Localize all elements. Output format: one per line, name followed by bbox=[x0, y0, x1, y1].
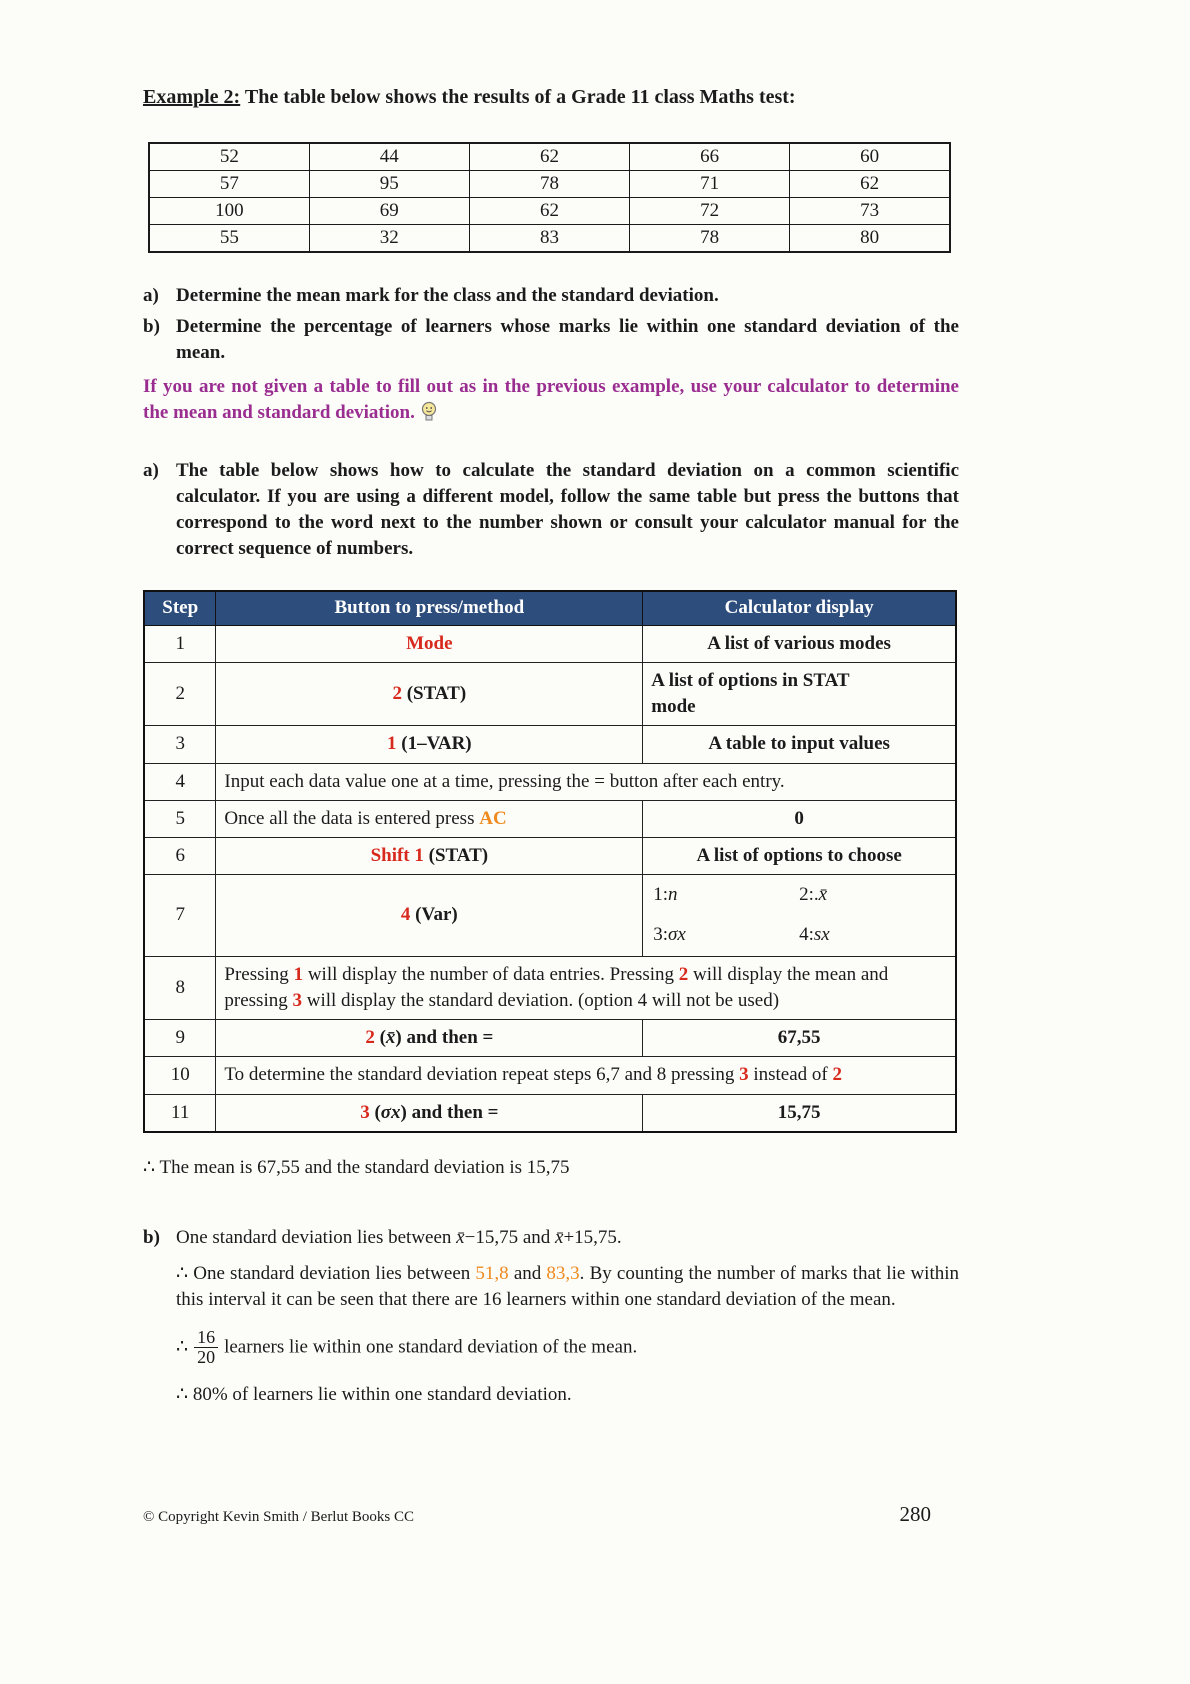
mark-cell: 100 bbox=[149, 198, 309, 225]
display-cell bbox=[643, 625, 956, 662]
fraction-text: learners lie within one standard deviation of the mean. bbox=[224, 1336, 638, 1358]
header-button: Button to press/method bbox=[216, 591, 643, 625]
key-1: 1 bbox=[293, 963, 304, 985]
button-cell bbox=[216, 662, 643, 725]
mark-cell: 78 bbox=[469, 170, 629, 197]
display-cell bbox=[643, 662, 956, 725]
step-number: 6 bbox=[144, 837, 216, 874]
display-cell bbox=[643, 726, 956, 763]
deviation-interval-paragraph: ∴ One standard deviation lies between 51,8 and 83,3. By counting the number of marks that lie within this interval it can be seen that there are 16 learners within one standard deviation of the mean. bbox=[176, 1263, 960, 1311]
upper-bound: 83,3 bbox=[546, 1263, 580, 1285]
instruction-cell bbox=[216, 763, 956, 800]
step-number: 7 bbox=[144, 875, 216, 956]
button-cell bbox=[216, 875, 643, 956]
mark-cell: 80 bbox=[790, 225, 950, 253]
lightbulb-icon bbox=[421, 401, 437, 431]
button-label: 2 bbox=[365, 1027, 375, 1049]
display-text: A table to input values bbox=[708, 733, 890, 755]
page-content bbox=[143, 84, 959, 1408]
button-label: Shift 1 bbox=[370, 844, 424, 866]
section-b bbox=[143, 1225, 959, 1408]
var-options bbox=[651, 880, 947, 950]
display-text: 0 bbox=[794, 807, 804, 829]
mark-cell: 57 bbox=[149, 170, 309, 197]
mark-cell: 83 bbox=[469, 225, 629, 253]
button-cell bbox=[216, 726, 643, 763]
fraction-numerator: 16 bbox=[194, 1328, 218, 1349]
therefore-symbol: ∴ bbox=[176, 1336, 189, 1358]
fraction-line bbox=[176, 1328, 959, 1369]
mark-cell: 44 bbox=[309, 143, 469, 171]
calc-row-7 bbox=[144, 875, 956, 956]
mark-cell: 72 bbox=[630, 198, 790, 225]
question-b-text: Determine the percentage of learners whose marks lie within one standard deviation of the mean. bbox=[176, 315, 959, 363]
question-b-label: b) bbox=[143, 315, 160, 337]
mean-symbol: x̄ bbox=[555, 1226, 564, 1248]
page-number: 280 bbox=[899, 1502, 931, 1526]
step-number: 2 bbox=[144, 662, 216, 725]
mark-cell: 32 bbox=[309, 225, 469, 253]
mean-value: 67,55 bbox=[777, 1027, 821, 1049]
var-option-2: 2:.x̄ bbox=[799, 884, 828, 906]
step-number: 4 bbox=[144, 763, 216, 800]
conclusion-mean: ∴ The mean is 67,55 and the standard deviation is 15,75 bbox=[143, 1156, 570, 1178]
section-b-label: b) bbox=[143, 1226, 160, 1248]
sigma-symbol: σx bbox=[380, 1101, 401, 1123]
step-number: 1 bbox=[144, 625, 216, 662]
button-cell: 2 (x̄) and then = bbox=[216, 1020, 643, 1057]
step-number: 5 bbox=[144, 800, 216, 837]
button-label: Mode bbox=[406, 632, 453, 654]
copyright-text: © Copyright Kevin Smith / Berlut Books CC bbox=[143, 1509, 414, 1525]
mark-cell: 62 bbox=[790, 170, 950, 197]
table-row bbox=[149, 143, 950, 171]
page-footer bbox=[143, 1500, 959, 1529]
calc-row-5 bbox=[144, 800, 956, 837]
example-label: Example 2: bbox=[143, 86, 241, 108]
calc-row-2 bbox=[144, 662, 956, 725]
key-3: 3 bbox=[739, 1064, 749, 1086]
key-2: 2 bbox=[832, 1064, 843, 1086]
button-label-rest: (Var) bbox=[410, 904, 458, 926]
header-step: Step bbox=[144, 591, 216, 625]
mark-cell: 73 bbox=[790, 198, 950, 225]
display-cell bbox=[643, 1094, 956, 1132]
section-b-body bbox=[176, 1225, 959, 1408]
calc-row-4 bbox=[144, 763, 956, 800]
table-row bbox=[149, 170, 950, 197]
mean-symbol: x̄ bbox=[456, 1226, 465, 1248]
mark-cell: 71 bbox=[630, 170, 790, 197]
mark-cell: 62 bbox=[469, 198, 629, 225]
instruction-text: Once all the data is entered press bbox=[224, 807, 480, 829]
step-number: 9 bbox=[144, 1020, 216, 1057]
deviation-range-line: One standard deviation lies between x̄−15,75 and x̄+15,75. bbox=[176, 1226, 622, 1248]
var-option-4: 4:sx bbox=[799, 924, 830, 946]
percentage-conclusion: ∴ 80% of learners lie within one standard deviation. bbox=[176, 1384, 572, 1406]
instruction-cell: Pressing 1 will display the number of data entries. Pressing 2 will display the mean and pressing 3 will display the standard deviation. (option 4 will not be used) bbox=[216, 956, 956, 1019]
fraction bbox=[194, 1328, 218, 1369]
mark-cell: 66 bbox=[630, 143, 790, 171]
mark-cell: 95 bbox=[309, 170, 469, 197]
button-label: 4 bbox=[400, 904, 411, 926]
calc-row-1 bbox=[144, 625, 956, 662]
button-cell bbox=[216, 800, 643, 837]
mark-cell: 52 bbox=[149, 143, 309, 171]
display-cell bbox=[643, 837, 956, 874]
display-cell bbox=[643, 1020, 956, 1057]
button-label-rest: (STAT) bbox=[401, 682, 467, 704]
button-cell bbox=[216, 625, 643, 662]
calc-row-10 bbox=[144, 1057, 956, 1094]
display-cell bbox=[643, 800, 956, 837]
table-header-row bbox=[144, 591, 956, 625]
var-option-3: 3:σx bbox=[653, 924, 686, 946]
step-number: 11 bbox=[144, 1094, 216, 1132]
display-text: A list of options in STAT mode bbox=[651, 669, 850, 718]
calc-row-3 bbox=[144, 726, 956, 763]
ac-button-label: AC bbox=[479, 807, 507, 829]
lower-bound: 51,8 bbox=[475, 1263, 509, 1285]
header-display: Calculator display bbox=[643, 591, 956, 625]
calculator-note bbox=[143, 374, 959, 431]
calc-row-9 bbox=[144, 1020, 956, 1057]
page-title bbox=[143, 84, 959, 112]
sd-value: 15,75 bbox=[777, 1101, 821, 1123]
mark-cell: 78 bbox=[630, 225, 790, 253]
section-a bbox=[143, 458, 959, 563]
step-number: 3 bbox=[144, 726, 216, 763]
instruction-text: Input each data value one at a time, pressing the = button after each entry. bbox=[224, 770, 785, 792]
display-text: A list of options to choose bbox=[696, 844, 902, 866]
section-a-label: a) bbox=[143, 459, 159, 481]
button-label-rest: (STAT) bbox=[423, 844, 489, 866]
var-option-1: 1:n bbox=[653, 884, 678, 906]
calculator-steps-table bbox=[143, 590, 957, 1132]
calc-row-8 bbox=[144, 956, 956, 1019]
display-cell bbox=[643, 875, 956, 956]
marks-table bbox=[148, 142, 951, 254]
mark-cell: 69 bbox=[309, 198, 469, 225]
mean-symbol: x̄ bbox=[385, 1027, 396, 1049]
key-3: 3 bbox=[292, 989, 302, 1011]
step-number: 10 bbox=[144, 1057, 216, 1094]
fraction-denominator: 20 bbox=[197, 1347, 216, 1368]
key-2: 2 bbox=[678, 963, 689, 985]
question-a-text: Determine the mean mark for the class and the standard deviation. bbox=[176, 285, 719, 307]
display-text: A list of various modes bbox=[707, 632, 891, 654]
table-row bbox=[149, 225, 950, 253]
button-label-rest: (1–VAR) bbox=[396, 733, 472, 755]
question-b bbox=[143, 314, 959, 366]
note-text: If you are not given a table to fill out as in the previous example, use your calculator to determine the mean and standard deviation. bbox=[143, 376, 959, 424]
step-number: 8 bbox=[144, 956, 216, 1019]
question-a bbox=[143, 283, 959, 309]
button-cell: 3 (σx) and then = bbox=[216, 1094, 643, 1132]
button-label: 1 bbox=[387, 733, 397, 755]
table-row bbox=[149, 198, 950, 225]
title-text: The table below shows the results of a Grade 11 class Maths test: bbox=[240, 86, 796, 108]
question-a-label: a) bbox=[143, 285, 159, 307]
calc-row-11 bbox=[144, 1094, 956, 1132]
button-label: 2 bbox=[392, 682, 402, 704]
calc-row-6 bbox=[144, 837, 956, 874]
button-label: 3 bbox=[360, 1101, 370, 1123]
section-a-text: The table below shows how to calculate the standard deviation on a common scientific calculator. If you are using a different model, follow the same table but press the buttons that correspond to the word next to the number shown or consult your calculator manual for the correct sequence of numbers. bbox=[176, 459, 959, 560]
mark-cell: 55 bbox=[149, 225, 309, 253]
button-cell bbox=[216, 837, 643, 874]
instruction-cell: To determine the standard deviation repeat steps 6,7 and 8 pressing 3 instead of 2 bbox=[216, 1057, 956, 1094]
mark-cell: 62 bbox=[469, 143, 629, 171]
mark-cell: 60 bbox=[790, 143, 950, 171]
